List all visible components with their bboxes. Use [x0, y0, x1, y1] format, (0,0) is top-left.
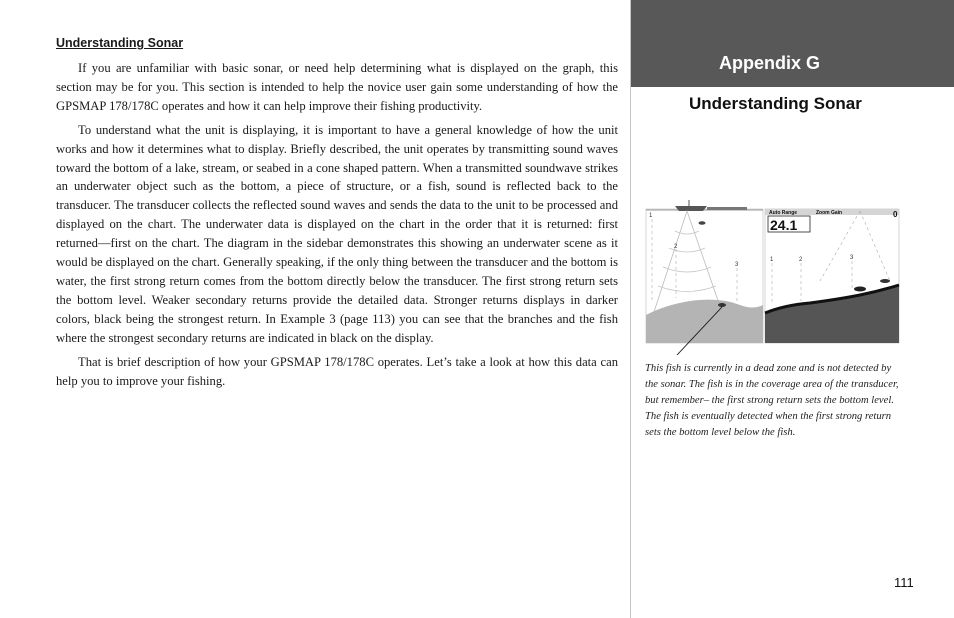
fish-icon	[718, 303, 726, 307]
column-divider	[630, 0, 631, 618]
main-column	[56, 36, 618, 395]
display-marker-2: 2	[799, 257, 803, 263]
closing-paragraph: That is brief description of how your GPSMAP 178/178C operates. Let’s take a look at how this data can help you to improve your fishing.	[56, 354, 618, 388]
intro-paragraph: If you are unfamiliar with basic sonar, or need help determining what is displayed on the graph, this section may be for you. This section is intended to help the novice user gain some understanding of how the GPSMAP 178/178C operates and how it can help improve their fishing productivity.	[56, 61, 618, 113]
appendix-title: Appendix G	[719, 53, 821, 73]
sonar-display	[765, 209, 899, 343]
sidebar-heading: Understanding Sonar	[689, 94, 862, 113]
underwater-scene	[646, 200, 763, 355]
section-heading: Understanding Sonar	[56, 36, 184, 50]
explanation-paragraph: To understand what the unit is displaying, it is important to have a general knowledge of how the unit works and how it determines what to display. Briefly described, the unit operates by transmitting sound waves toward the bottom of a lake, stream, or seabed in a cone shaped pattern. When a transmitted soundwave strikes an underwater object such as the bottom, a piece of structure, or a fish, sound is reflected back to the transducer. The transducer collects the reflected sound waves and sends the data to the unit to be processed and displayed on the chart. The underwater data is displayed on the chart in the order that it is returned: first returned—first on the chart. The diagram in the sidebar demonstrates this showing an underwater scene as it would be displayed on the chart. Generally speaking, if the only thing between the transducer and the bottom is water, the first strong return comes from the bottom directly below the transducer. The first strong return sets the bottom level. Weaker secondary returns provide the detailed data. Stronger returns displays in darker colors, black being the strongest return. In Example 3 (page 113) you can see that the branches and the fish where the strongest secondary returns are indicated in black on the display.	[56, 122, 618, 345]
depth-reading: 24.1	[770, 217, 798, 233]
auto-range-label: Auto Range	[769, 210, 798, 216]
scene-marker-3: 3	[735, 262, 739, 268]
page-number: 111	[894, 575, 914, 590]
scale-top: 0	[893, 210, 898, 219]
scene-marker-2: 2	[674, 244, 678, 250]
display-marker-1: 1	[770, 257, 774, 263]
display-marker-3: 3	[850, 255, 854, 261]
sonar-diagram	[645, 193, 900, 355]
appendix-banner	[631, 0, 954, 87]
zoom-gain-label: Zoom Gain	[816, 210, 843, 216]
boat-icon	[675, 206, 707, 211]
figure-caption: This fish is currently in a dead zone and is not detected by the sonar. The fish is in the coverage area of the transducer, but remember– the first strong return sets the bottom level. The fish is eventually detected when the first strong return sets the bottom level below the fish.	[645, 363, 899, 438]
scene-marker-1: 1	[649, 213, 653, 219]
